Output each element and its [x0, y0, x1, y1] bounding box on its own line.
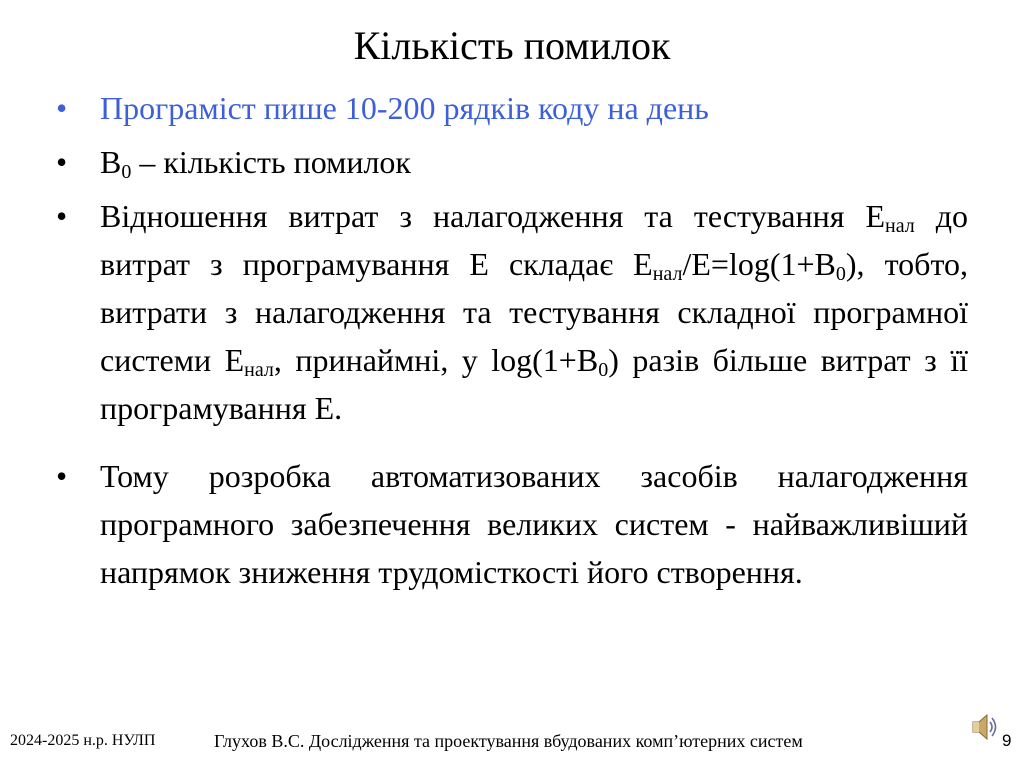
slide-title: Кількість помилок [353, 23, 671, 68]
bullet-text-part: Відношення витрат з налагодження та тестування E [100, 198, 885, 234]
speaker-icon[interactable] [970, 712, 998, 742]
bullet-list [56, 84, 968, 602]
bullet-text-part: ) разів більше витрат з її програмування E. [100, 342, 969, 426]
bullet-text-part: до витрат з програмування E складає E [100, 198, 969, 282]
bullet-text-part: ), тобто, витрати з налагодження та тестування складної програмної системи E [100, 246, 969, 378]
bullet-marker: • [56, 90, 68, 126]
bullet-text-part: /E=log(1+B [682, 246, 836, 282]
footer-course-title: Глухов В.С. Дослідження та проектування вбудованих комп’ютерних систем [214, 731, 803, 751]
bullet-text: – кількість помилок [131, 144, 411, 180]
page-number: 9 [1002, 731, 1012, 750]
bullet-item-2 [56, 138, 968, 186]
bullet-marker: • [56, 458, 68, 494]
subscript-nal: нал [652, 263, 683, 285]
subscript-nal: нал [244, 359, 274, 381]
subscript-0: 0 [121, 161, 132, 183]
bullet-item-1 [56, 84, 968, 132]
footer-academic-year: 2024-2025 н.р. НУЛП [10, 732, 156, 749]
bullet-marker: • [56, 144, 68, 180]
bullet-text: Програміст пише 10-200 рядків коду на день [100, 90, 709, 126]
bullet-text-b0: B [100, 144, 122, 180]
subscript-0: 0 [598, 359, 609, 381]
subscript-nal: нал [885, 215, 915, 237]
bullet-text: Тому розробка автоматизованих засобів налагодження програмного забезпечення великих систем - найважливіший напрямок зниження трудомісткості його створення. [100, 458, 968, 590]
subscript-0: 0 [835, 263, 846, 285]
bullet-text-part: , принаймні, у log(1+B [273, 342, 599, 378]
bullet-marker: • [56, 198, 68, 234]
bullet-item-3 [56, 192, 968, 432]
bullet-item-4 [56, 452, 968, 596]
